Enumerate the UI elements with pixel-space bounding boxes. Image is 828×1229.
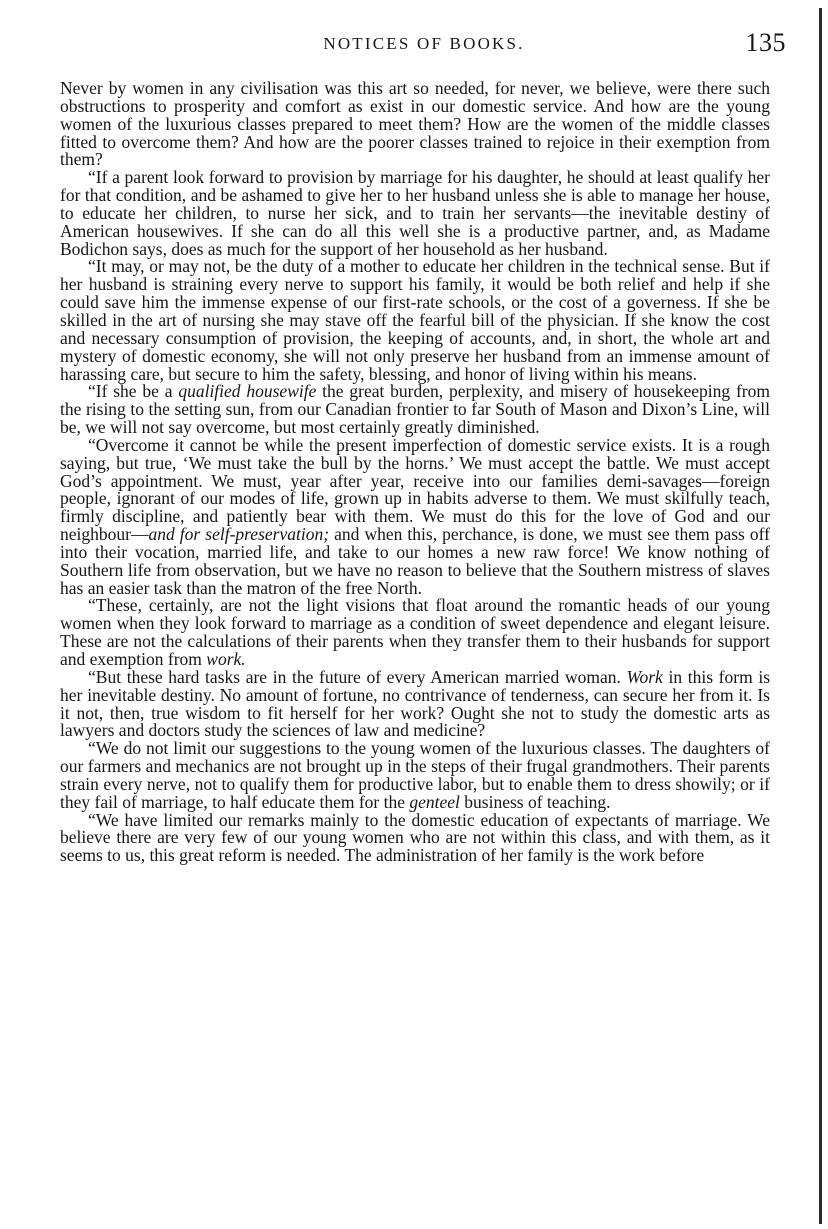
page-header [60,28,788,62]
text-segment: business of teaching. [459,791,611,812]
page-edge-rule [819,8,822,1224]
running-title: NOTICES OF BOOKS. [323,34,525,53]
paragraph [60,597,770,668]
paragraph [60,809,770,866]
text-segment: Never by women in any civilisation was this art so needed, for never, we believe, were there such obstructions to prosperity and comfort as exist in our domestic service. And how are the young women of the luxurious classes prepared to meet them? How are the women of the middle classes fitted to overcome them? And how are the poorer classes trained to rejoice in their exemption from them? [60,78,770,170]
text-segment: in this form is her inevitable destiny. No amount of fortune, no contrivance of tenderness, can secure her from it. Is it not, then, true wisdom to fit herself for her work? Ought she not to study the domestic arts as lawyers and doctors study the sciences of law and medicine? [60,666,771,741]
italic-text: and for self-preservation; [148,524,330,545]
text-segment: “If a parent look forward to provision by marriage for his daughter, he should at least qualify her for that condition, and be ashamed to give her to her husband unless she is able to manage her house, to educate her children, to nurse her sick, and to train her servants—the inevitable destiny of American housewives. If she can do all this well she is a productive partner, and, as Madame Bodichon says, does as much for the support of her household as her husband. [60,167,770,259]
text-segment: “But these hard tasks are in the future of every American married woman. [88,666,627,687]
text-segment: “These, certainly, are not the light visions that float around the romantic heads of our young women when they look forward to marriage as a condition of sweet dependence and elegant leisure. These are not the calculations of their parents when they transfer them to their husbands for support and exemption from [60,595,770,669]
paragraph [60,434,770,598]
text-segment: “We do not limit our suggestions to the young women of the luxurious classes. The daughters of our farmers and mechanics are not brought up in the steps of their frugal grandmothers. Their parents strain every nerve, not to qualify them for productive labor, but to enable them to dress showily; or if they fail of marriage, to half educate them for the [60,738,770,812]
paragraph [60,258,770,383]
paragraph [60,383,770,437]
text-segment: and when this, perchance, is done, we must see them pass off into their vocation, married life, and take to our homes a new raw force! We know nothing of Southern life from observation, but we have no reason to believe that the Southern mistress of slaves has an easier task than the matron of the free North. [60,524,770,598]
paragraph [60,740,770,811]
paragraph [60,80,770,169]
text-segment: “If she be a [88,381,179,402]
paragraph [60,169,770,258]
paragraph [60,666,771,741]
text-segment: “Overcome it cannot be while the present imperfection of domestic service exists. It is a rough saying, but true, ‘We must take the bull by the horns.’ We must accept the battle. We must accept God’s appointment. We must, year after year, receive into our families demi-savages—foreign people, ignorant of our modes of life, grown up in habits adverse to them. We must skilfully teach, firmly discipline, and patiently bear with them. We must do this for the love of God and our neighbour— [60,434,770,545]
italic-text: qualified housewife [178,381,317,402]
body-text [60,80,770,865]
italic-text: Work [626,666,663,687]
text-segment: “We have limited our remarks mainly to the domestic education of expectants of marriage. We believe there are very few of our young women who are not within this class, and with them, as it seems to us, this great reform is needed. The administration of her family is the work before [60,809,770,866]
text-segment: “It may, or may not, be the duty of a mother to educate her children in the technical sense. But if her husband is straining every nerve to support his family, it would be both relief and help if she could save him the immense expense of our first-rate schools, or the cost of a governess. If she be skilled in the art of nursing she may stave off the fearful bill of the physician. If she know the cost and necessary consumption of provision, the keeping of accounts, and, in short, the whole art and mystery of domestic economy, she will not only preserve her husband from an immense amount of harassing care, but secure to him the safety, blessing, and honor of living within his means. [60,256,770,384]
italic-text: genteel [409,791,460,812]
italic-text: work. [206,649,246,669]
text-segment: the great burden, perplexity, and misery of housekeeping from the rising to the setting sun, from our Canadian frontier to far South of Mason and Dixon’s Line, will be, we will not say overcome, but most certainly greatly diminished. [60,381,770,438]
page-number: 135 [745,28,786,57]
